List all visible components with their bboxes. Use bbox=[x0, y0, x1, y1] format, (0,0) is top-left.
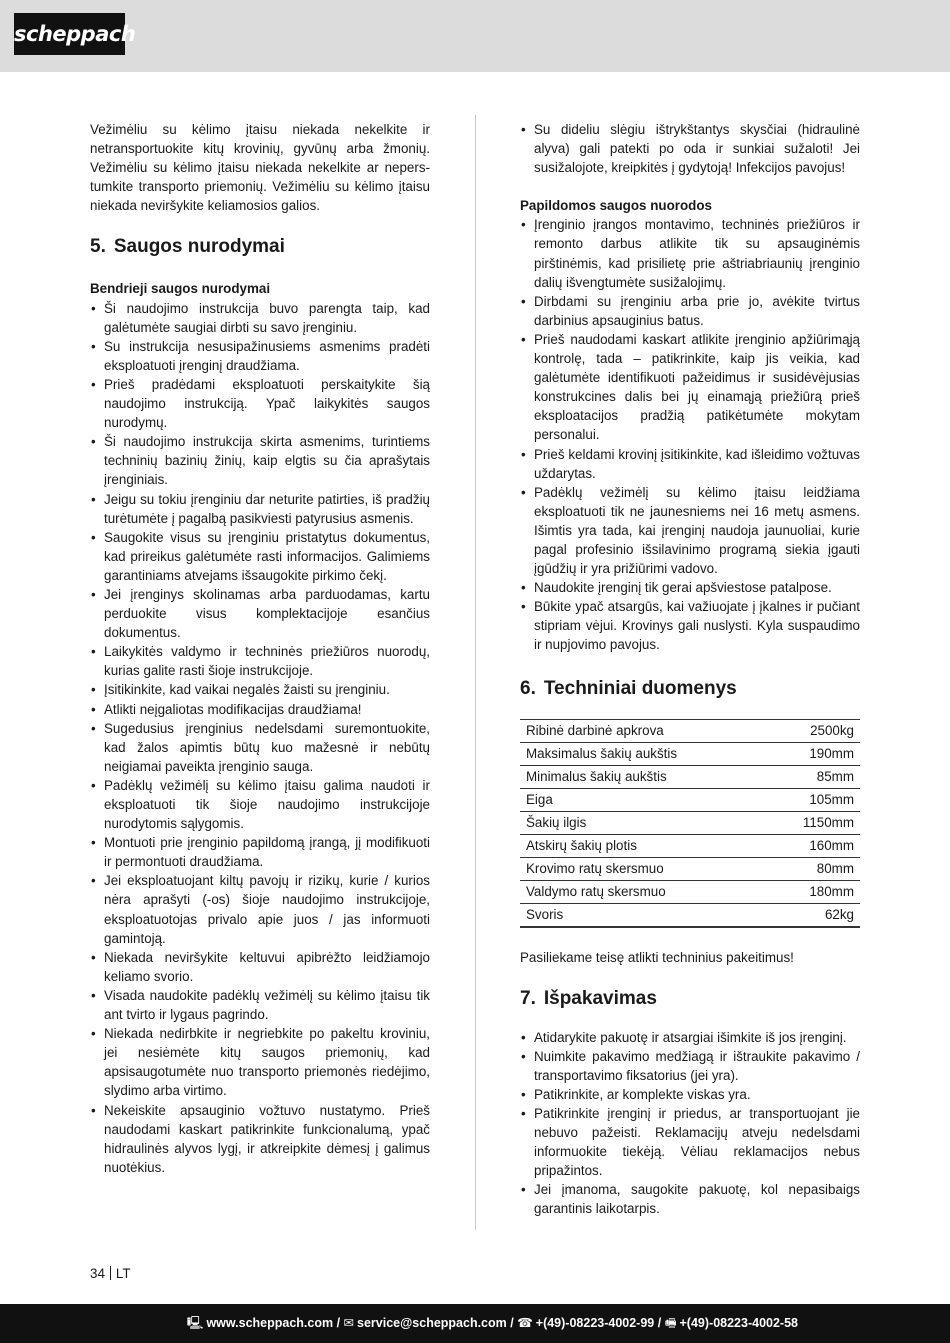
fax-icon: 🖷 bbox=[664, 1316, 677, 1330]
list-item: • Prieš naudodami kaskart atlikite įrenginio apžiūrimąją kontrolę, tada – patikrinkite, kaip jis veikia, kad galėtumėte identifikuoti pažeidimus ir susidėvėjusias konstrukcines dalis bei jų einamąją priežiūrą prieš eksploatacijos pradžią patikėtumėte mokytam personalui. bbox=[520, 330, 860, 445]
spec-label: Minimalus šakių aukštis bbox=[520, 765, 765, 788]
email-icon: ✉ bbox=[343, 1316, 354, 1330]
spec-label: Svoris bbox=[520, 903, 765, 927]
page-header bbox=[0, 0, 950, 72]
spec-label: Valdymo ratų skersmuo bbox=[520, 880, 765, 903]
table-row bbox=[520, 857, 860, 880]
page-number-separator bbox=[110, 1266, 111, 1280]
list-item: • Įsitikinkite, kad vaikai negalės žaisti su įrenginiu. bbox=[90, 680, 430, 699]
list-item: • Naudokite įrenginį tik gerai apšviestose patalpose. bbox=[520, 578, 860, 597]
footer-separator: / bbox=[506, 1316, 518, 1330]
section-number: 5. bbox=[90, 236, 106, 258]
column-divider bbox=[475, 115, 476, 1230]
list-item: • Padėklų vežimėlį su kėlimo įtaisu galima naudoti ir eksploatuoti tik šioje naudojimo instrukcijoje nurodytomis sąlygomis. bbox=[90, 776, 430, 833]
table-row bbox=[520, 765, 860, 788]
list-item: • Jei įrenginys skolinamas arba parduodamas, kartu perduokite visus komplektacijoje esančius dokumentus. bbox=[90, 585, 430, 642]
spec-label: Atskirų šakių plotis bbox=[520, 834, 765, 857]
unpacking-list bbox=[520, 1028, 860, 1219]
page-number-value: 34 bbox=[90, 1266, 105, 1281]
list-item: • Sugedusius įrenginius nedelsdami suremontuokite, kad žalos apimtis būtų kuo mažesnė ir nebūtų neigiamai paveikta įrenginio sauga. bbox=[90, 719, 430, 776]
list-item: • Padėklų vežimėlį su kėlimo įtaisu leidžiama eksploatuoti tik ne jaunesniems nei 16 metų asmens. Išimtis yra tada, kai įrenginį naudoja jaunuoliai, kurie pagal profesinio išsilavinimo programą siekia įgauti įgūdžių ir yra prižiūrimi vadovo. bbox=[520, 483, 860, 578]
spec-value: 62kg bbox=[765, 903, 860, 927]
section-7-title bbox=[520, 987, 860, 1011]
list-item: • Patikrinkite, ar komplekte viskas yra. bbox=[520, 1085, 860, 1104]
list-item: • Dirbdami su įrenginiu arba prie jo, avėkite tvirtus darbinius apsauginius batus. bbox=[520, 292, 860, 330]
spec-value: 80mm bbox=[765, 857, 860, 880]
spec-value: 160mm bbox=[765, 834, 860, 857]
list-item: • Jei įmanoma, saugokite pakuotę, kol nepasibaigs garantinis laikotarpis. bbox=[520, 1180, 860, 1218]
extra-safety-list bbox=[520, 215, 860, 654]
spec-value: 180mm bbox=[765, 880, 860, 903]
table-row bbox=[520, 834, 860, 857]
list-item: • Jei eksploatuojant kiltų pavojų ir rizikų, kurie / kurios nėra aprašyti (-os) šioje naudojimo instrukcijoje, eksploatuotojas privalo apie juos / jas informuoti gamintoją. bbox=[90, 871, 430, 947]
list-item: • Ši naudojimo instrukcija skirta asmenims, turintiems techninių bazinių žinių, kaip elgtis su čia aprašytais įrenginiais. bbox=[90, 432, 430, 489]
section-number: 7. bbox=[520, 987, 536, 1009]
list-item: • Su dideliu slėgiu ištrykštantys skysčiai (hidraulinė alyva) gali patekti po oda ir sunkiai sužaloti! Jei susižalojote, kreipkitės į gydytoją! Infekcijos pavojus! bbox=[520, 120, 860, 177]
footer-separator: / bbox=[654, 1316, 665, 1330]
list-item: • Atidarykite pakuotę ir atsargiai išimkite iš jos įrenginį. bbox=[520, 1028, 860, 1047]
list-item: • Nekeiskite apsauginio vožtuvo nustatymo. Prieš naudodami kaskart patikrinkite funkcionalumą, ypač hidraulinės alyvos lygį, ir atkreipkite dėmesį į galimus nuotėkius. bbox=[90, 1101, 430, 1177]
right-column bbox=[520, 120, 860, 1219]
section-title-text: Saugos nurodymai bbox=[113, 236, 285, 258]
footer-web[interactable]: www.scheppach.com bbox=[206, 1316, 334, 1330]
list-item: • Su instrukcija nesusipažinusiems asmenims pradėti eksploatuoti įrenginį draudžiama. bbox=[90, 337, 430, 375]
scheppach-logo: scheppach bbox=[14, 13, 125, 55]
list-item: • Prieš pradėdami eksploatuoti perskaitykite šią naudojimo instrukciją. Ypač laikykitės saugos nurodymų. bbox=[90, 375, 430, 432]
spec-label: Krovimo ratų skersmuo bbox=[520, 857, 765, 880]
spec-value: 2500kg bbox=[765, 719, 860, 742]
technical-note: Pasiliekame teisę atlikti techninius pakeitimus! bbox=[520, 949, 794, 965]
computer-icon: 🖳 bbox=[186, 1316, 204, 1330]
section-title-text: Techniniai duomenys bbox=[543, 677, 737, 699]
technical-data-table bbox=[520, 719, 860, 928]
intro-paragraph: Vežimėliu su kėlimo įtaisu niekada nekelkite ir netransportuokite kitų krovinių, gyvūnų arba žmonių. Vežimėliu su kėlimo įtaisu niekada nekelkite ar neperstumkite transporto priemonių. Vežimėliu su kėlimo įtaisu niekada neviršykite keliamosios galios. bbox=[90, 122, 430, 214]
list-item: • Prieš keldami krovinį įsitikinkite, kad išleidimo vožtuvas uždarytas. bbox=[520, 445, 860, 483]
table-row bbox=[520, 742, 860, 765]
spec-value: 105mm bbox=[765, 788, 860, 811]
page-footer bbox=[0, 1304, 950, 1343]
spec-value: 1150mm bbox=[765, 811, 860, 834]
extra-safety-heading: Papildomos saugos nuorodos bbox=[520, 198, 712, 214]
list-item: • Patikrinkite įrenginį ir priedus, ar transportuojant jie nebuvo pažeisti. Reklamacijų atveju nedelsdami informuokite tiekėją. Vėliau reklamacijos nebus pripažintos. bbox=[520, 1104, 860, 1180]
footer-contact bbox=[187, 1304, 798, 1343]
list-item: • Montuoti prie įrenginio papildomą įrangą, jį modifikuoti ir permontuoti draudžiama. bbox=[90, 833, 430, 871]
list-item: • Saugokite visus su įrenginiu pristatytus dokumentus, kad prireikus galėtumėte rasti informacijos. Galimiems garantiniams atvejams išsaugokite pirkimo čekį. bbox=[90, 528, 430, 585]
section-title-text: Išpakavimas bbox=[543, 987, 657, 1009]
table-row bbox=[520, 811, 860, 834]
list-item: • Įrenginio įrangos montavimo, techninės priežiūros ir remonto darbus atlikite tik su apsauginėmis pirštinėmis, kad prisilietę prie aštriabriaunių įrenginio dalių išvengtumėte susižalojimų. bbox=[520, 215, 860, 291]
table-row bbox=[520, 719, 860, 742]
list-item: • Nuimkite pakavimo medžiagą ir ištraukite pakavimo / transportavimo fiksatorius (jei yra). bbox=[520, 1047, 860, 1085]
list-item: • Atlikti neįgaliotas modifikacijas draudžiama! bbox=[90, 700, 430, 719]
spec-label: Maksimalus šakių aukštis bbox=[520, 742, 765, 765]
footer-email[interactable]: service@scheppach.com bbox=[357, 1316, 507, 1330]
list-item: • Ši naudojimo instrukcija buvo parengta taip, kad galėtumėte saugiai dirbti su savo įrenginiu. bbox=[90, 299, 430, 337]
hydraulic-warning-list bbox=[520, 120, 860, 177]
spec-value: 190mm bbox=[765, 742, 860, 765]
list-item: • Jeigu su tokiu įrenginiu dar neturite patirties, iš pradžių turėtumėte į pagalbą pasikviesti patyrusius asmenis. bbox=[90, 490, 430, 528]
section-6-title bbox=[520, 677, 860, 701]
spec-label: Ribinė darbinė apkrova bbox=[520, 719, 765, 742]
table-row bbox=[520, 880, 860, 903]
footer-fax: +(49)-08223-4002-58 bbox=[679, 1316, 798, 1330]
page-language: LT bbox=[115, 1266, 131, 1281]
left-column bbox=[90, 120, 430, 1177]
section-5-title bbox=[90, 235, 430, 259]
table-row bbox=[520, 903, 860, 927]
phone-icon: ☎ bbox=[517, 1316, 533, 1330]
footer-phone: +(49)-08223-4002-99 bbox=[535, 1316, 655, 1330]
list-item: • Visada naudokite padėklų vežimėlį su kėlimo įtaisu tik ant tvirto ir lygaus pagrindo. bbox=[90, 986, 430, 1024]
list-item: • Laikykitės valdymo ir techninės priežiūros nuorodų, kurias galite rasti šioje instrukcijoje. bbox=[90, 642, 430, 680]
general-safety-heading: Bendrieji saugos nurodymai bbox=[90, 281, 271, 297]
spec-label: Šakių ilgis bbox=[520, 811, 765, 834]
section-number: 6. bbox=[520, 677, 536, 699]
list-item: • Būkite ypač atsargūs, kai važiuojate į įkalnes ir pučiant stipriam vėjui. Krovinys gali nuslysti. Kyla suspaudimo ir nupjovimo pavojus. bbox=[520, 597, 860, 654]
list-item: • Niekada neviršykite keltuvui apibrėžto leidžiamojo keliamo svorio. bbox=[90, 948, 430, 986]
list-item: • Niekada nedirbkite ir negriebkite po pakeltu kroviniu, jei nesiėmėte kitų saugos priemonių, kad apsisaugotumėte nuo transporto priemonės riedėjimo, slydimo arba virtimo. bbox=[90, 1024, 430, 1100]
spec-value: 85mm bbox=[765, 765, 860, 788]
table-row bbox=[520, 788, 860, 811]
footer-separator: / bbox=[333, 1316, 344, 1330]
general-safety-list bbox=[90, 299, 430, 1177]
page-number bbox=[90, 1266, 131, 1281]
spec-label: Eiga bbox=[520, 788, 765, 811]
